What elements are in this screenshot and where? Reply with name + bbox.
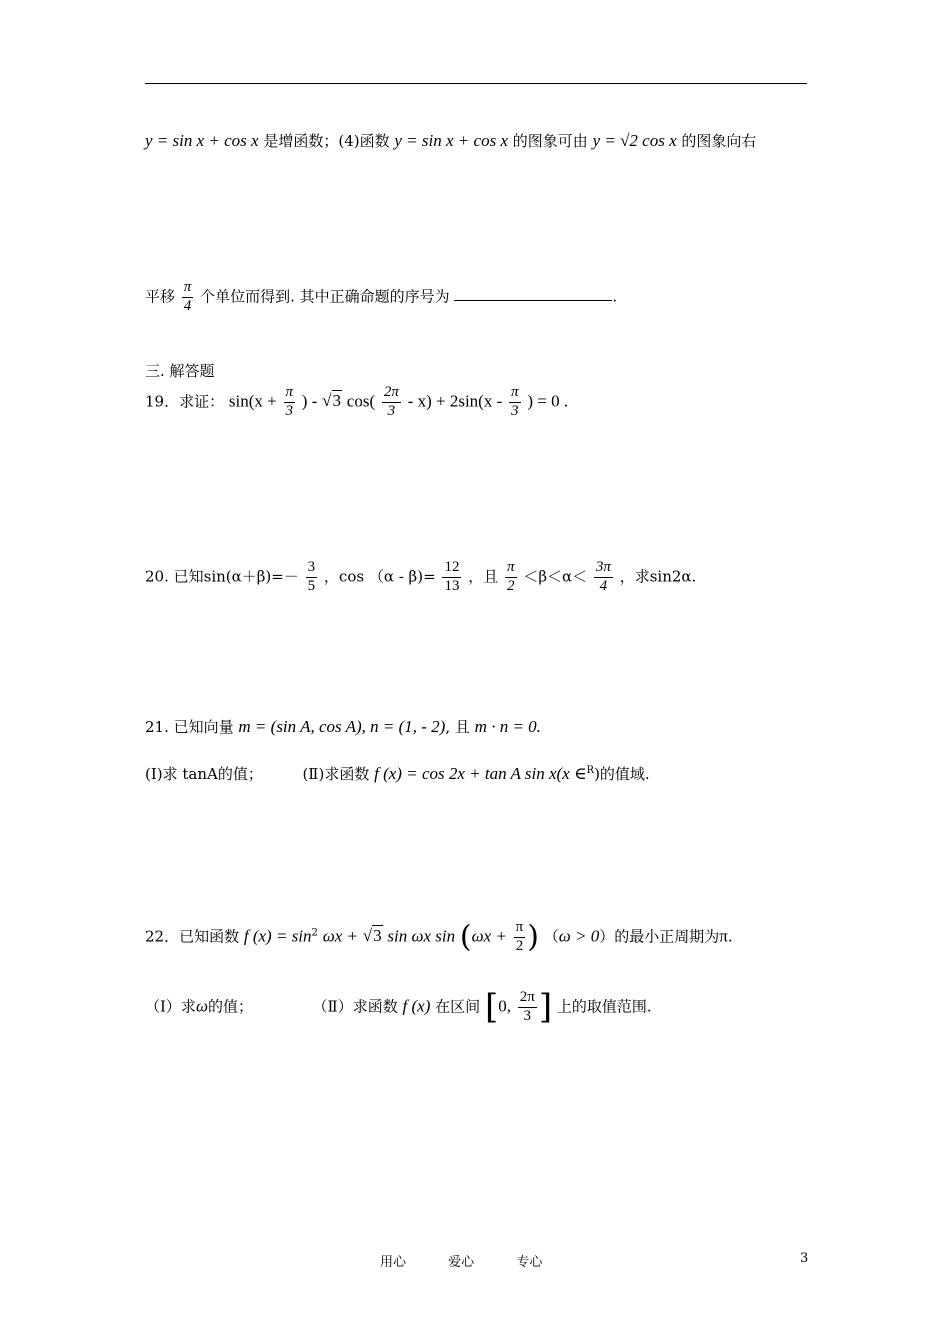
text: （ — [543, 927, 559, 946]
formula: ) - — [301, 391, 318, 411]
question-20 — [145, 560, 696, 595]
text: ，且 — [468, 567, 499, 586]
text: . — [727, 927, 733, 946]
text: 20. 已知sin(α＋β)=－ — [145, 567, 299, 586]
text-line-2 — [145, 280, 617, 315]
fraction: $\frac{\pi}{2}$ — [507, 559, 515, 594]
sub-question-2: （Ⅱ）求函数 — [312, 997, 398, 1016]
formula: - x) + 2sin(x - — [407, 391, 503, 411]
right-paren: ) — [527, 919, 539, 955]
question-21 — [145, 716, 541, 737]
right-bracket: ] — [538, 987, 553, 1028]
footer-text: 专心 — [516, 1255, 543, 1270]
formula: y = sin x + cos x — [145, 131, 259, 150]
text: 上的取值范围. — [556, 997, 652, 1016]
sub-question-1: （Ⅰ）求 — [145, 997, 196, 1016]
section-title: 三. 解答题 — [145, 362, 215, 380]
text: )的值域. — [594, 765, 650, 783]
formula: ωx + — [322, 926, 358, 946]
header-rule — [145, 83, 807, 84]
fraction: $\frac{\pi}{4}$ — [183, 279, 192, 314]
text: ，求sin2α. — [619, 567, 697, 586]
text: ）的最小正周期为 — [599, 927, 720, 946]
text: 在区间 — [435, 997, 481, 1016]
footer-text: 用心 — [380, 1255, 407, 1270]
fraction: $\frac{2\pi}{3}$ — [519, 989, 535, 1024]
text: 是增函数；(4)函数 — [263, 132, 390, 150]
sub-question-2: (Ⅱ)求函数 — [302, 765, 370, 783]
text: 的图象向右 — [681, 132, 757, 150]
sub-question-1: (Ⅰ)求 tanA的值； — [145, 765, 263, 783]
text: , 且 — [445, 718, 470, 736]
question-22-parts — [145, 987, 652, 1028]
omega-symbol: ω — [195, 996, 208, 1016]
real-set-symbol: R — [586, 765, 595, 776]
formula: f (x) = cos 2x + tan A sin x(x ∈ — [374, 764, 587, 783]
fraction: $\frac{3}{5}$ — [307, 559, 316, 594]
formula: ω > 0 — [558, 926, 600, 946]
pi-symbol: π — [719, 926, 728, 946]
fraction: $\frac{12}{13}$ — [444, 559, 460, 594]
text-line-1 — [145, 130, 756, 151]
question-number: 19．求证： — [145, 392, 225, 411]
question-22 — [145, 920, 733, 955]
text: 22．已知函数 — [145, 927, 240, 946]
sqrt: √3 — [322, 391, 341, 411]
formula: 0, — [498, 996, 511, 1016]
text: 平移 — [145, 287, 176, 306]
formula: y = √2 cos x — [592, 131, 677, 150]
sqrt: √3 — [362, 926, 382, 946]
left-bracket: [ — [484, 987, 499, 1028]
fraction: $\frac{\pi}{2}$ — [515, 919, 524, 954]
question-21-parts — [145, 763, 650, 784]
formula: ωx + — [471, 926, 507, 946]
footer — [380, 1251, 580, 1270]
formula: ) = 0 . — [527, 391, 569, 411]
footer-text: 爱心 — [448, 1255, 475, 1270]
text: 个单位而得到. 其中正确命题的序号为 — [200, 287, 450, 306]
fraction: $\frac{2\pi}{3}$ — [383, 384, 399, 419]
formula: f (x) = sin — [243, 926, 312, 946]
text: 的值； — [207, 997, 253, 1016]
formula: y = sin x + cos x — [394, 131, 508, 150]
fraction: $\frac{3\pi}{4}$ — [595, 559, 611, 594]
text: 的图象可由 — [512, 132, 588, 150]
formula: sin ωx sin — [387, 926, 456, 946]
text: 21. 已知向量 — [145, 718, 234, 736]
answer-blank[interactable] — [454, 286, 612, 301]
fraction: $\frac{\pi}{3}$ — [285, 384, 294, 419]
text: . — [612, 287, 618, 306]
formula: sin(x + — [228, 391, 277, 411]
formula: m · n = 0. — [474, 717, 541, 736]
page-number: 3 — [800, 1251, 809, 1266]
text: ＜β＜α＜ — [523, 567, 588, 586]
formula: m = (sin A, cos A), n = (1, - 2) — [238, 717, 446, 736]
formula: cos( — [346, 391, 376, 411]
fraction: $\frac{\pi}{3}$ — [511, 384, 519, 419]
text: ，cos （α - β)= — [323, 567, 436, 586]
question-19 — [145, 385, 568, 420]
exponent: 2 — [311, 927, 318, 939]
formula: f (x) — [402, 996, 431, 1016]
left-paren: ( — [459, 919, 472, 955]
